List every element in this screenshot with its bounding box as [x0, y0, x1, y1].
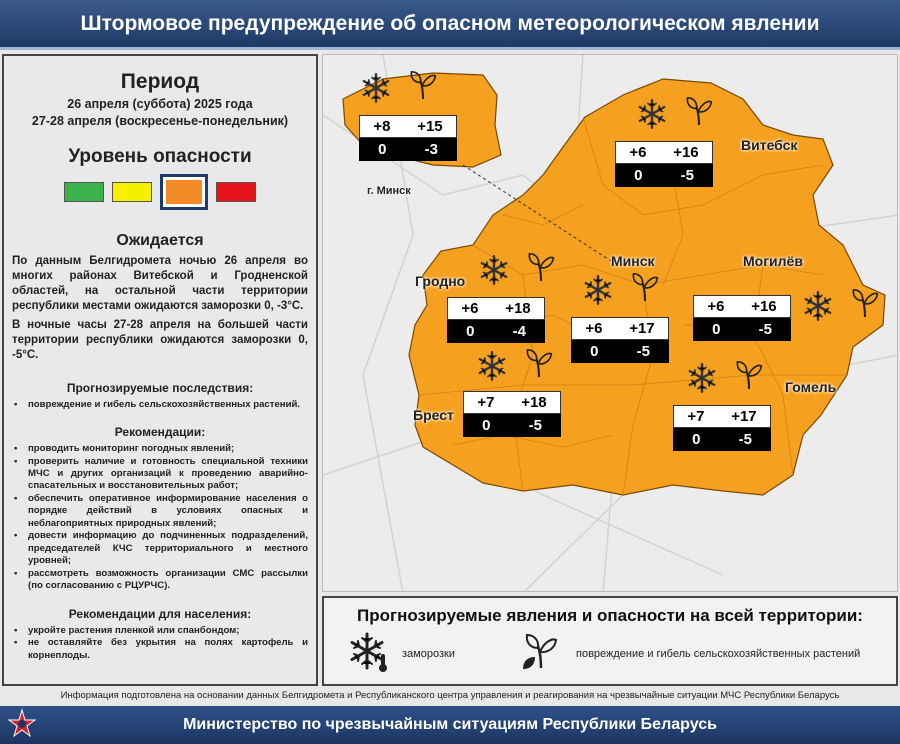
recommendations-list	[12, 443, 308, 593]
period-date-2: 27-28 апреля (воскресенье-понедельник)	[31, 114, 289, 128]
page-title: Штормовое предупреждение об опасном метеорологическом явлении	[80, 11, 820, 35]
snowflake-icon	[685, 361, 719, 400]
sprout-icon	[631, 271, 659, 308]
info-panel	[2, 54, 318, 686]
city-label-vitebsk: Витебск	[741, 137, 798, 153]
snowflake-icon	[475, 349, 509, 388]
danger-level-title: Уровень опасности	[68, 146, 252, 167]
list-item: • укройте растения пленкой или спанбондом;	[12, 625, 308, 637]
thermometer-icon	[378, 654, 388, 677]
legend-panel	[322, 596, 898, 686]
sprout-icon	[409, 69, 437, 106]
list-item: • повреждение и гибель сельскохозяйственных растений.	[12, 399, 308, 411]
list-item: • довести информацию до подчиненных подразделений, председателей КЧС территориального и местного уровней;	[12, 530, 308, 567]
city-label-mogilev: Могилёв	[743, 253, 803, 269]
level-orange-active	[160, 174, 208, 210]
snowflake-icon	[635, 97, 669, 136]
level-green	[64, 182, 104, 202]
list-item: • проверить наличие и готовность специальной техники МЧС и других организаций к проведению аварийно-спасательных и восстановительных работ;	[12, 456, 308, 493]
city-label-minsk-inset: г. Минск	[367, 185, 411, 197]
population-title: Рекомендации для населения:	[68, 606, 252, 621]
consequences-title: Прогнозируемые последствия:	[66, 380, 254, 395]
consequences-list	[12, 399, 308, 411]
temp-box-vitebsk: +6 +16 0 -5	[615, 141, 713, 187]
city-label-brest: Брест	[413, 407, 454, 423]
footer-title: Министерство по чрезвычайным ситуациям Республики Беларусь	[183, 716, 717, 733]
list-item: • обеспечить оперативное информирование населения о порядке действий в условиях опасных и неблагоприятных природных явлений;	[12, 493, 308, 530]
sprout-icon	[735, 359, 763, 396]
snowflake-icon	[801, 289, 835, 328]
legend-plants-label: повреждение и гибель сельскохозяйственных растений	[576, 648, 861, 660]
legend-frost-label: заморозки	[402, 648, 455, 660]
list-item: • не оставляйте без укрытия на полях картофель и корнеплоды.	[12, 637, 308, 662]
danger-level-scale	[12, 174, 308, 210]
page-header	[0, 0, 900, 50]
snowflake-icon	[581, 273, 615, 312]
sprout-icon	[527, 251, 555, 288]
expected-text-1: По данным Белгидромета ночью 26 апреля во многих районах Витебской и Гродненской областей, на остальной части территории республики местами ожидаются заморозки 0, -3°С.	[12, 255, 308, 312]
period-title: Период	[120, 70, 200, 93]
expected-title: Ожидается	[116, 232, 204, 249]
temp-box-mogilev: +6 +16 0 -5	[693, 295, 791, 341]
population-list	[12, 625, 308, 662]
list-item: • проводить мониторинг погодных явлений;	[12, 443, 308, 455]
sprout-icon	[525, 347, 553, 384]
expected-text-2: В ночные часы 27-28 апреля на большей части территории республики ожидаются заморозки 0, -5°С.	[12, 318, 308, 361]
list-item: • рассмотреть возможность организации СМС рассылки (по согласованию с РЦУРЧС).	[12, 568, 308, 593]
mchs-emblem-icon	[6, 706, 38, 744]
sprout-icon	[851, 287, 879, 324]
page-footer	[0, 706, 900, 744]
info-source-line: Информация подготовлена на основании данных Белгидромета и Республиканского центра управления и реагирования на чрезвычайные ситуации МЧС Республики Беларусь	[60, 690, 840, 701]
snowflake-icon	[477, 253, 511, 292]
temp-box-grodno: +6 +18 0 -4	[447, 297, 545, 343]
city-label-grodno: Гродно	[415, 273, 466, 289]
city-label-gomel: Гомель	[785, 379, 837, 395]
dead-leaf-icon	[522, 656, 536, 675]
temp-box-minsk-inset: +8 +15 0 -3	[359, 115, 457, 161]
period-date-1: 26 апреля (суббота) 2025 года	[67, 97, 253, 111]
snowflake-icon	[359, 71, 393, 110]
map	[322, 54, 898, 592]
sprout-icon	[685, 95, 713, 132]
legend-title: Прогнозируемые явления и опасности на всей территории:	[357, 606, 863, 625]
temp-box-gomel: +7 +17 0 -5	[673, 405, 771, 451]
level-red	[216, 182, 256, 202]
city-label-minsk: Минск	[611, 253, 655, 269]
temp-box-brest: +7 +18 0 -5	[463, 391, 561, 437]
temp-box-minsk: +6 +17 0 -5	[571, 317, 669, 363]
recommendations-title: Рекомендации:	[114, 425, 206, 440]
level-yellow	[112, 182, 152, 202]
